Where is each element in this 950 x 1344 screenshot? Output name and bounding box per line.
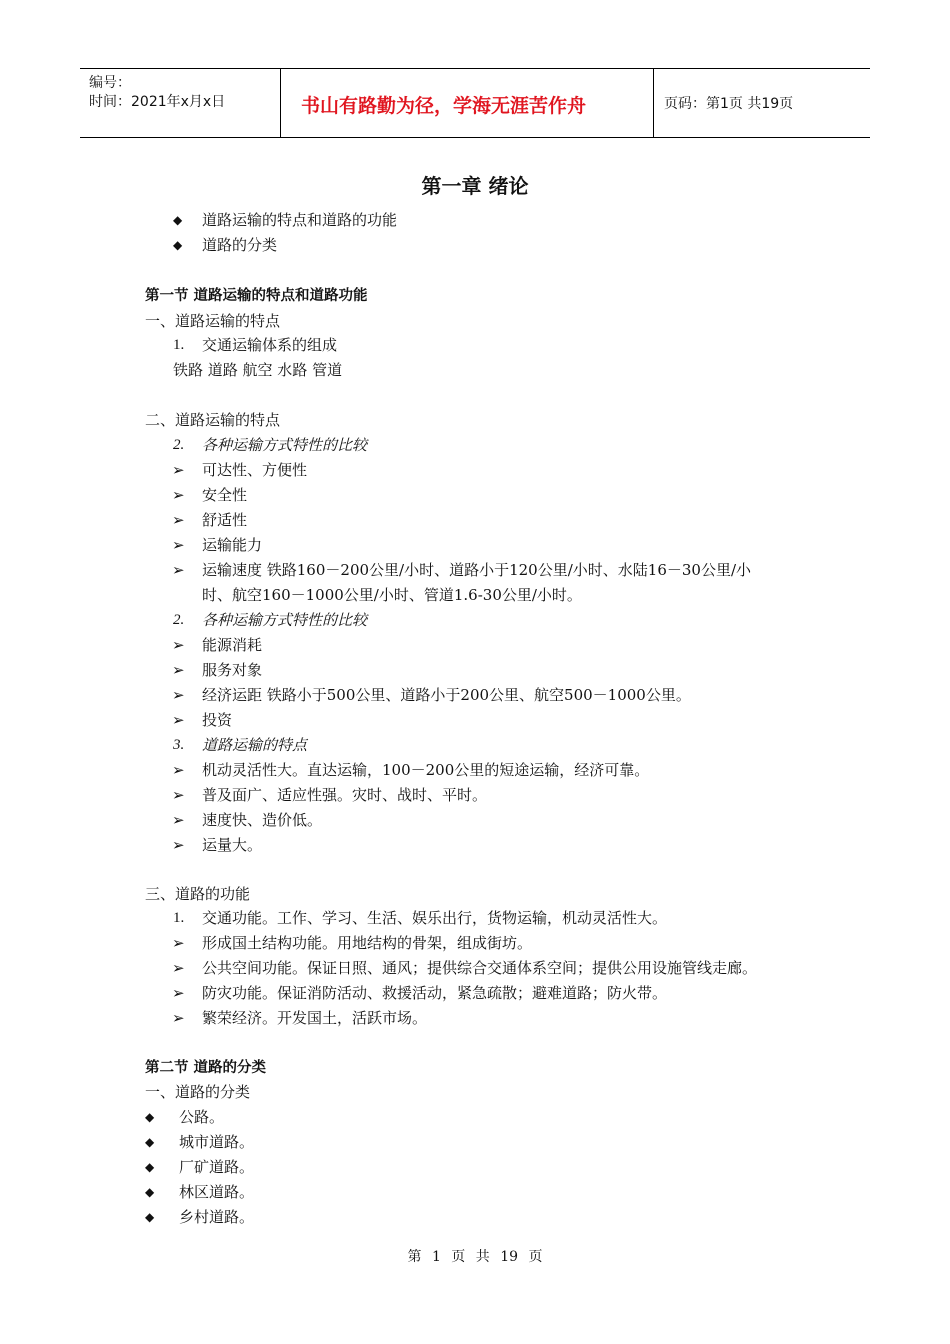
header-left-cell <box>80 69 281 137</box>
arrow-bullet-icon: ➢ <box>172 984 185 1002</box>
list-item: 公共空间功能。保证日照、通风；提供综合交通体系空间；提供公用设施管线走廊。 <box>202 959 758 977</box>
list-item: 交通功能。工作、学习、生活、娱乐出行，货物运输，机动灵活性大。 <box>202 909 668 927</box>
intro-item: 道路运输的特点和道路的功能 <box>202 211 398 229</box>
header-center-cell <box>281 69 654 137</box>
list-number: 2. <box>173 437 185 453</box>
arrow-bullet-icon: ➢ <box>172 486 185 504</box>
list-item: 服务对象 <box>202 661 263 679</box>
list-item: 普及面广、适应性强。灾时、战时、平时。 <box>202 786 488 804</box>
diamond-bullet-icon: ◆ <box>145 1110 155 1124</box>
arrow-bullet-icon: ➢ <box>172 686 185 704</box>
arrow-bullet-icon: ➢ <box>172 561 185 579</box>
list-item: 道路运输的特点 <box>202 736 308 754</box>
list-item: 舒适性 <box>202 511 248 529</box>
motto: 书山有路勤为径，学海无涯苦作舟 <box>301 95 587 117</box>
section-title: 第二节 道路的分类 <box>145 1060 267 1076</box>
list-item: 繁荣经济。开发国土，活跃市场。 <box>202 1009 428 1027</box>
arrow-bullet-icon: ➢ <box>172 661 185 679</box>
list-item: 运量大。 <box>202 836 263 854</box>
diamond-bullet-icon: ◆ <box>173 213 183 227</box>
list-item: 林区道路。 <box>179 1183 255 1201</box>
subheading: 三、道路的功能 <box>145 885 251 903</box>
list-item-continuation: 时、航空160－1000公里/小时、管道1.6-30公里/小时。 <box>202 586 582 604</box>
arrow-bullet-icon: ➢ <box>172 1009 185 1027</box>
arrow-bullet-icon: ➢ <box>172 711 185 729</box>
list-item: 公路。 <box>179 1108 225 1126</box>
page-info: 页码：第1页 共19页 <box>664 96 794 112</box>
page-footer: 第 1 页 共 19 页 <box>407 1249 543 1265</box>
list-item: 交通运输体系的组成 <box>202 336 338 354</box>
list-item: 厂矿道路。 <box>179 1158 255 1176</box>
diamond-bullet-icon: ◆ <box>145 1210 155 1224</box>
page-header <box>80 68 870 138</box>
list-number: 2. <box>173 612 185 628</box>
arrow-bullet-icon: ➢ <box>172 934 185 952</box>
arrow-bullet-icon: ➢ <box>172 536 185 554</box>
arrow-bullet-icon: ➢ <box>172 636 185 654</box>
list-item: 形成国土结构功能。用地结构的骨架，组成街坊。 <box>202 934 533 952</box>
diamond-bullet-icon: ◆ <box>173 238 183 252</box>
list-item: 防灾功能。保证消防活动、救援活动，紧急疏散；避难道路；防火带。 <box>202 984 668 1002</box>
list-item: 各种运输方式特性的比较 <box>202 611 368 629</box>
transport-modes: 铁路 道路 航空 水路 管道 <box>173 361 343 379</box>
diamond-bullet-icon: ◆ <box>145 1160 155 1174</box>
subheading: 一、道路的分类 <box>145 1083 251 1101</box>
arrow-bullet-icon: ➢ <box>172 786 185 804</box>
arrow-bullet-icon: ➢ <box>172 811 185 829</box>
code-label: 编号： <box>89 75 131 91</box>
chapter-title: 第一章 绪论 <box>421 174 529 198</box>
arrow-bullet-icon: ➢ <box>172 511 185 529</box>
subheading: 二、道路运输的特点 <box>145 411 281 429</box>
list-item: 投资 <box>202 711 233 729</box>
list-number: 3. <box>173 737 185 753</box>
list-item: 乡村道路。 <box>179 1208 255 1226</box>
intro-item: 道路的分类 <box>202 236 278 254</box>
list-item: 城市道路。 <box>179 1133 255 1151</box>
subheading: 一、道路运输的特点 <box>145 312 281 330</box>
list-item: 速度快、造价低。 <box>202 811 323 829</box>
list-item: 运输速度 铁路160－200公里/小时、道路小于120公里/小时、水陆16－30公里/小 <box>202 561 751 579</box>
list-item: 运输能力 <box>202 536 263 554</box>
arrow-bullet-icon: ➢ <box>172 959 185 977</box>
list-number: 1. <box>173 337 185 353</box>
list-number: 1. <box>173 910 185 926</box>
diamond-bullet-icon: ◆ <box>145 1135 155 1149</box>
list-item: 经济运距 铁路小于500公里、道路小于200公里、航空500－1000公里。 <box>202 686 691 704</box>
list-item: 能源消耗 <box>202 636 263 654</box>
list-item: 机动灵活性大。直达运输，100－200公里的短途运输，经济可靠。 <box>202 761 650 779</box>
list-item: 安全性 <box>202 486 248 504</box>
list-item: 可达性、方便性 <box>202 461 308 479</box>
diamond-bullet-icon: ◆ <box>145 1185 155 1199</box>
list-item: 各种运输方式特性的比较 <box>202 436 368 454</box>
time-label: 时间：2021年x月x日 <box>89 94 226 110</box>
arrow-bullet-icon: ➢ <box>172 761 185 779</box>
arrow-bullet-icon: ➢ <box>172 836 185 854</box>
section-title: 第一节 道路运输的特点和道路功能 <box>145 288 368 304</box>
arrow-bullet-icon: ➢ <box>172 461 185 479</box>
